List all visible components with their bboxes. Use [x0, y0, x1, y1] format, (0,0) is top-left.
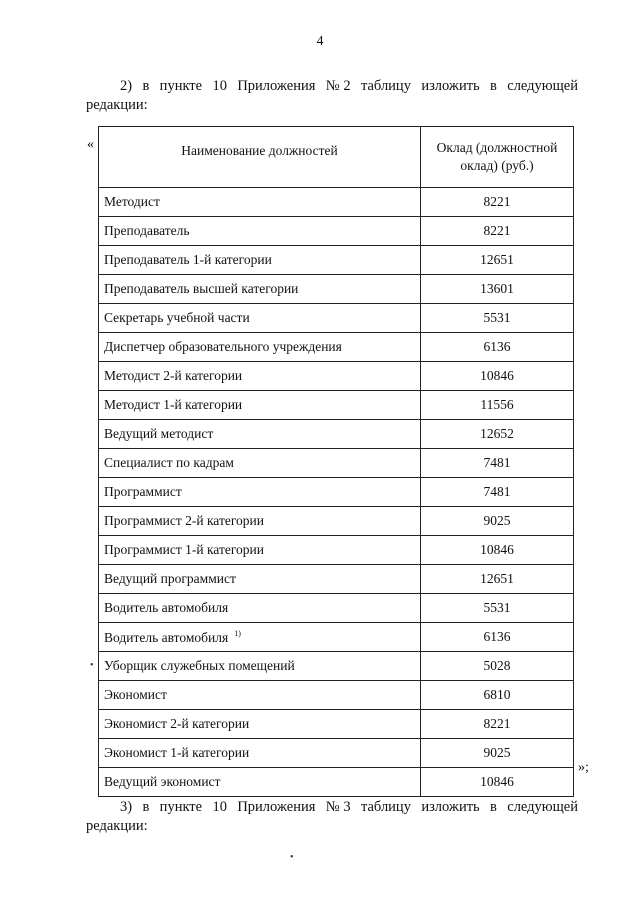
table-open-quote: « — [87, 137, 94, 152]
position-name: Преподаватель высшей категории — [104, 281, 299, 296]
salary-value-cell: 8221 — [421, 217, 574, 246]
salary-value-cell: 12651 — [421, 565, 574, 594]
table-row — [99, 623, 574, 652]
table-row — [99, 739, 574, 768]
salary-value-cell: 10846 — [421, 536, 574, 565]
position-name: Ведущий методист — [104, 426, 214, 441]
table-row — [99, 217, 574, 246]
position-name-cell — [99, 478, 421, 507]
position-name-cell — [99, 449, 421, 478]
position-name: Водитель автомобиля — [104, 629, 229, 645]
position-name: Специалист по кадрам — [104, 455, 234, 470]
salary-value-cell: 11556 — [421, 391, 574, 420]
paragraph-3-line-1: 3) в пункте 10 Приложения №3 таблицу изложить в следующей — [120, 799, 578, 815]
salary-value-cell: 10846 — [421, 768, 574, 797]
table-row — [99, 391, 574, 420]
salary-value-cell: 8221 — [421, 710, 574, 739]
salary-value-cell: 7481 — [421, 478, 574, 507]
table-row — [99, 246, 574, 275]
salary-value-cell: 5531 — [421, 304, 574, 333]
position-name: Уборщик служебных помещений — [104, 658, 295, 673]
paragraph-2 — [86, 77, 578, 115]
table-body — [99, 188, 574, 797]
position-name: Методист 1-й категории — [104, 397, 243, 412]
position-name-cell — [99, 246, 421, 275]
table-row — [99, 188, 574, 217]
table-row — [99, 478, 574, 507]
position-name-cell — [99, 768, 421, 797]
position-name: Программист 2-й категории — [104, 513, 264, 528]
table-row — [99, 536, 574, 565]
table-row — [99, 652, 574, 681]
position-name-cell — [99, 217, 421, 246]
table-row — [99, 420, 574, 449]
salary-table — [98, 126, 574, 797]
paragraph-2-line-2: редакции: — [86, 97, 148, 113]
scan-dot-mark: • — [90, 660, 94, 671]
header-position-name: Наименование должностей — [99, 127, 421, 188]
position-name: Диспетчер образовательного учреждения — [104, 339, 342, 354]
position-name-cell — [99, 623, 421, 652]
table-row — [99, 333, 574, 362]
position-name-cell — [99, 652, 421, 681]
table-row — [99, 594, 574, 623]
table-row — [99, 710, 574, 739]
position-name-cell — [99, 420, 421, 449]
position-name-cell — [99, 333, 421, 362]
table-row — [99, 304, 574, 333]
position-name-cell — [99, 507, 421, 536]
salary-value-cell: 10846 — [421, 362, 574, 391]
salary-value-cell: 12651 — [421, 246, 574, 275]
paragraph-2-line-1: 2) в пункте 10 Приложения №2 таблицу изложить в следующей — [120, 78, 578, 94]
position-name: Программист 1-й категории — [104, 542, 264, 557]
salary-value-cell: 9025 — [421, 739, 574, 768]
position-name: Преподаватель — [104, 223, 190, 238]
table-row — [99, 362, 574, 391]
position-name-cell — [99, 565, 421, 594]
page-number: 4 — [316, 34, 324, 49]
table-row — [99, 449, 574, 478]
salary-value-cell: 13601 — [421, 275, 574, 304]
position-name-cell — [99, 681, 421, 710]
table-row — [99, 507, 574, 536]
table-row — [99, 565, 574, 594]
position-name-cell — [99, 391, 421, 420]
paragraph-3-line-2: редакции: — [86, 818, 148, 834]
position-name-cell — [99, 304, 421, 333]
salary-value-cell: 7481 — [421, 449, 574, 478]
salary-value-cell: 12652 — [421, 420, 574, 449]
position-name: Ведущий экономист — [104, 774, 221, 789]
position-name-cell — [99, 362, 421, 391]
position-name: Методист 2-й категории — [104, 368, 243, 383]
position-name: Водитель автомобиля — [104, 600, 229, 615]
position-name: Экономист 2-й категории — [104, 716, 250, 731]
position-name: Ведущий программист — [104, 571, 236, 586]
position-name: Экономист 1-й категории — [104, 745, 250, 760]
salary-value-cell: 6136 — [421, 623, 574, 652]
position-name: Преподаватель 1-й категории — [104, 252, 272, 267]
position-name: Секретарь учебной части — [104, 310, 250, 325]
position-name-cell — [99, 188, 421, 217]
position-name-cell — [99, 536, 421, 565]
table-header-row — [99, 127, 574, 188]
salary-value-cell: 6136 — [421, 333, 574, 362]
position-name-cell — [99, 594, 421, 623]
salary-value-cell: 5028 — [421, 652, 574, 681]
table-row — [99, 768, 574, 797]
header-salary: Оклад (должностной оклад) (руб.) — [421, 127, 574, 188]
position-name-cell — [99, 739, 421, 768]
position-name: Методист — [104, 194, 160, 209]
paragraph-3 — [86, 798, 578, 836]
table-row — [99, 275, 574, 304]
scan-dot-mark: • — [290, 852, 294, 863]
position-name-cell — [99, 275, 421, 304]
salary-value-cell: 9025 — [421, 507, 574, 536]
position-name: Программист — [104, 484, 182, 499]
footnote-marker: 1) — [234, 628, 241, 638]
salary-value-cell: 8221 — [421, 188, 574, 217]
salary-value-cell: 6810 — [421, 681, 574, 710]
position-name-cell — [99, 710, 421, 739]
table-close-quote: »; — [578, 760, 589, 775]
position-name: Экономист — [104, 687, 167, 702]
salary-value-cell: 5531 — [421, 594, 574, 623]
table-row — [99, 681, 574, 710]
